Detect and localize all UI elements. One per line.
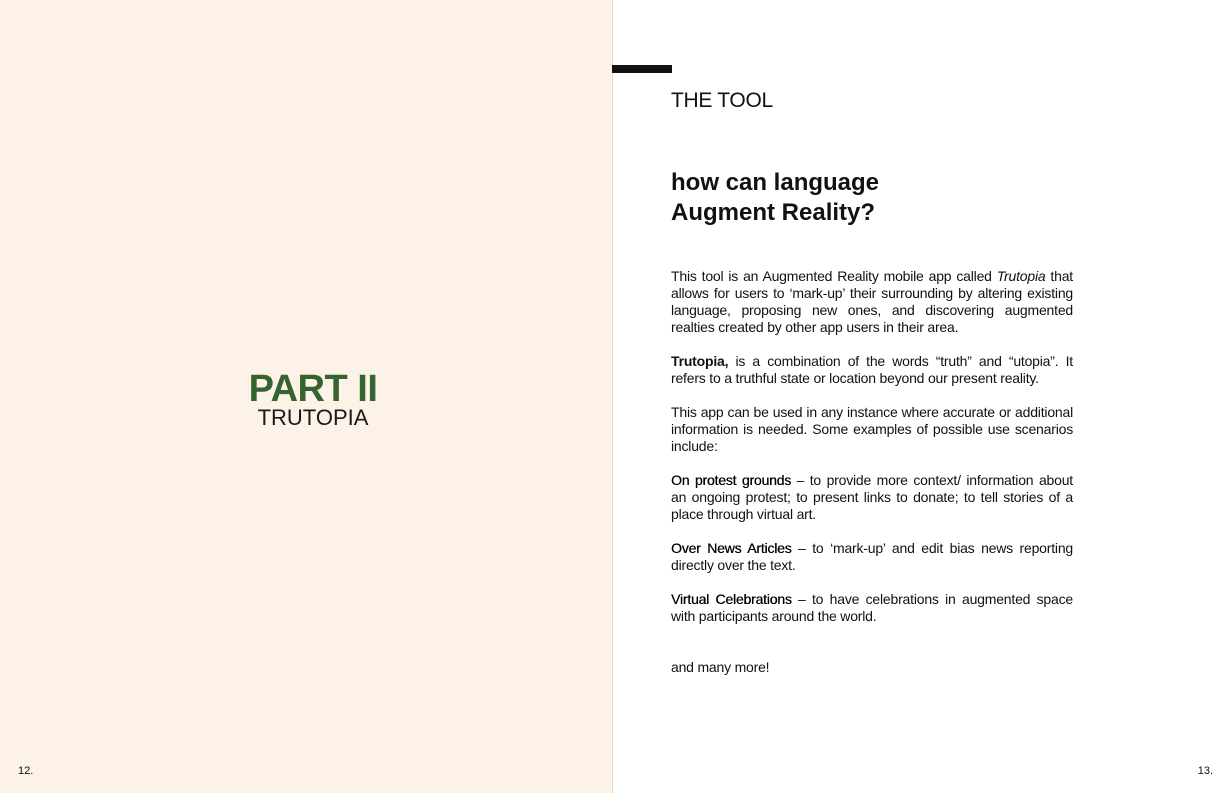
intro-text-before: This tool is an Augmented Reality mobile app called	[671, 268, 997, 284]
body-text	[671, 268, 1073, 693]
part-heading	[243, 370, 383, 429]
part-subtitle: TRUTOPIA	[257, 405, 369, 430]
scenario-paragraph	[671, 540, 1073, 574]
scenario-paragraph	[671, 472, 1073, 523]
part-title: PART II	[248, 368, 378, 410]
accent-bar	[612, 65, 672, 73]
definition-term: Trutopia,	[671, 353, 729, 369]
scenario-text: – to provide more context/ information about an ongoing protest; to present links to donate; to tell stories of a place through virtual art.	[671, 472, 1073, 522]
scenario-paragraph	[671, 591, 1073, 625]
section-title: THE TOOL	[671, 89, 773, 112]
scenario-term: Over News Articles	[671, 540, 792, 556]
scenario-term: On protest grounds	[671, 472, 792, 488]
scenario-term: Virtual Celebrations	[671, 591, 792, 607]
usage-paragraph: This app can be used in any instance where accurate or additional information is needed. Some examples of possible use scenarios include:	[671, 404, 1073, 454]
headline	[671, 168, 1091, 228]
definition-text: is a combination of the words “truth” and “utopia”. It refers to a truthful state or location beyond our present reality.	[671, 353, 1073, 386]
scenario-text: – to have celebrations in augmented space with participants around the world.	[671, 591, 1073, 624]
closing-line: and many more!	[671, 659, 770, 675]
headline-line-1: how can language	[671, 169, 880, 196]
page-number-right: 13.	[1197, 765, 1213, 777]
headline-line-2: Augment Reality?	[671, 199, 876, 226]
definition-paragraph	[671, 353, 1073, 387]
intro-paragraph	[671, 268, 1073, 336]
intro-text-after: that allows for users to ‘mark-up’ their surrounding by altering existing language, proposing new ones, and discovering augmented realties created by other app users in their area.	[671, 268, 1073, 335]
page-number-left: 12.	[18, 765, 34, 777]
scenario-text: – to ‘mark-up’ and edit bias news reporting directly over the text.	[671, 540, 1073, 573]
left-page	[0, 0, 613, 793]
app-name: Trutopia	[996, 268, 1046, 284]
